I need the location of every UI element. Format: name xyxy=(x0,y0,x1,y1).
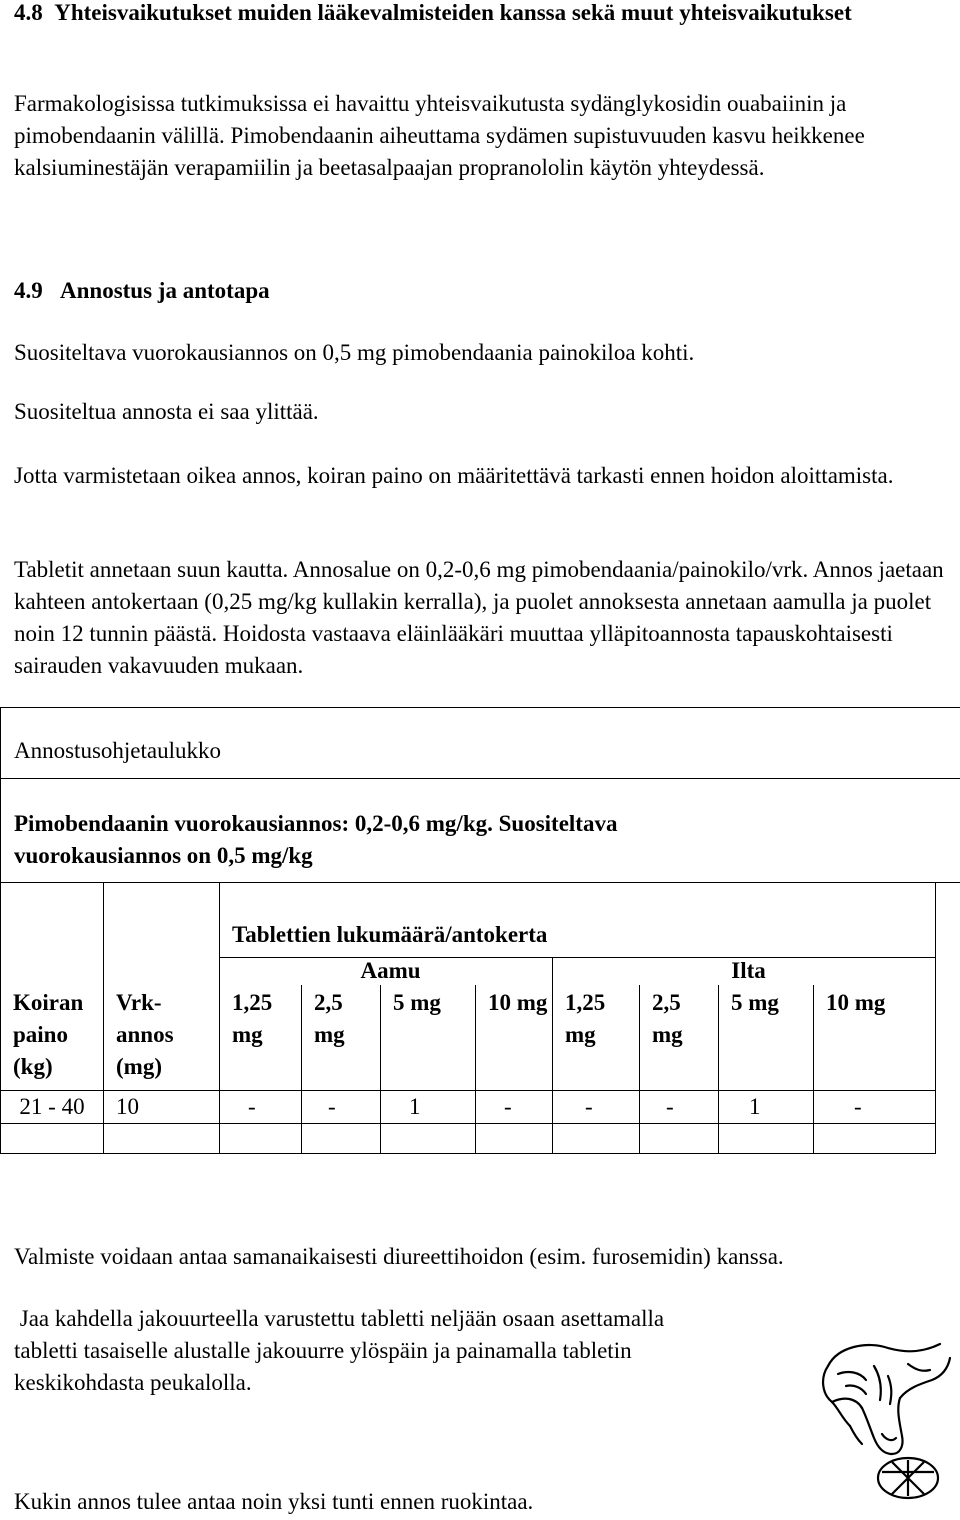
dose-paragraph-3: Jotta varmistetaan oikea annos, koiran paino on määritettävä tarkasti ennen hoidon aloittamista. xyxy=(14,463,894,488)
table-row xyxy=(1,1091,936,1124)
dose-header: 1,25 mg xyxy=(220,985,302,1091)
dose-header: 2,5 mg xyxy=(302,985,381,1091)
table-cell: - xyxy=(640,1091,719,1124)
split-instructions: Jaa kahdella jakouurteella varustettu tabletti neljään osaan asettamalla tabletti tasaiselle alustalle jakouurre ylöspäin ja painamalla tabletin keskikohdasta peukalolla. xyxy=(14,1306,665,1395)
table-cell xyxy=(1,1124,104,1154)
table-subtitle: Pimobendaanin vuorokausiannos: 0,2‐0,6 mg/kg. Suositeltava vuorokausiannos on 0,5 mg/kg xyxy=(14,811,618,868)
table-cell: 1 xyxy=(719,1091,814,1124)
col-weight-header: Koiran paino (kg) xyxy=(1,985,104,1091)
table-cell xyxy=(302,1124,381,1154)
table-cell xyxy=(104,1124,220,1154)
table-cell: 1 xyxy=(381,1091,476,1124)
dose-paragraph-1: Suositeltava vuorokausiannos on 0,5 mg pimobendaania painokiloa kohti. xyxy=(14,340,695,365)
table-cell xyxy=(553,1124,640,1154)
table-cell: 10 xyxy=(104,1091,220,1124)
hand-pressing-tablet-icon xyxy=(808,1336,958,1506)
diuretic-note: Valmiste voidaan antaa samanaikaisesti diureettihoidon (esim. furosemidin) kanssa. xyxy=(14,1244,784,1269)
section-49-heading: 4.9 Annostus ja antotapa xyxy=(14,278,270,303)
table-cell: - xyxy=(553,1091,640,1124)
table-title: Annostusohjetaulukko xyxy=(14,738,221,763)
table-cell: - xyxy=(302,1091,381,1124)
table-title-divider xyxy=(0,778,960,779)
table-cell xyxy=(476,1124,553,1154)
dose-header: 1,25 mg xyxy=(553,985,640,1091)
group-header: Tablettien lukumäärä/antokerta xyxy=(220,883,936,958)
dose-header: 5 mg xyxy=(719,985,814,1091)
table-cell xyxy=(814,1124,936,1154)
dose-paragraph-4: Tabletit annetaan suun kautta. Annosalue on 0,2‐0,6 mg pimobendaania/painokilo/vrk. Annos jaetaan kahteen antokertaan (0,25 mg/kg kullakin kerralla), ja puolet annoksesta annetaan aamulla ja puolet noin 12 tunnin päästä. Hoidosta vastaava eläinlääkäri muuttaa ylläpitoannosta tapauskohtaisesti sairauden vakavuuden mukaan. xyxy=(14,557,944,678)
table-row xyxy=(1,1124,936,1154)
dosing-table xyxy=(0,882,936,1154)
dose-header: 10 mg xyxy=(814,985,936,1091)
table-cell: - xyxy=(814,1091,936,1124)
morning-header: Aamu xyxy=(220,958,553,985)
dose-header: 10 mg xyxy=(476,985,553,1091)
section-48-body: Farmakologisissa tutkimuksissa ei havaittu yhteisvaikutusta sydänglykosidin ouabaiinin ja pimobendaanin välillä. Pimobendaanin aiheuttama sydämen supistuvuuden kasvu heikkenee kalsiuminestäjän verapamiilin ja beetasalpaajan propranololin käytön yhteydessä. xyxy=(14,91,865,180)
dose-header: 5 mg xyxy=(381,985,476,1091)
table-cell: 21 - 40 xyxy=(1,1091,104,1124)
table-cell xyxy=(220,1124,302,1154)
table-cell: - xyxy=(476,1091,553,1124)
table-cell: - xyxy=(220,1091,302,1124)
evening-header: Ilta xyxy=(553,958,936,985)
table-cell xyxy=(381,1124,476,1154)
table-cell xyxy=(640,1124,719,1154)
section-48-heading: 4.8 Yhteisvaikutukset muiden lääkevalmisteiden kanssa sekä muut yhteisvaikutukset xyxy=(14,0,852,25)
feeding-note: Kukin annos tulee antaa noin yksi tunti ennen ruokintaa. xyxy=(14,1489,534,1514)
dose-paragraph-2: Suositeltua annosta ei saa ylittää. xyxy=(14,399,319,424)
table-cell xyxy=(719,1124,814,1154)
dose-header: 2,5 mg xyxy=(640,985,719,1091)
col-daily-header: Vrk-annos (mg) xyxy=(104,985,220,1091)
